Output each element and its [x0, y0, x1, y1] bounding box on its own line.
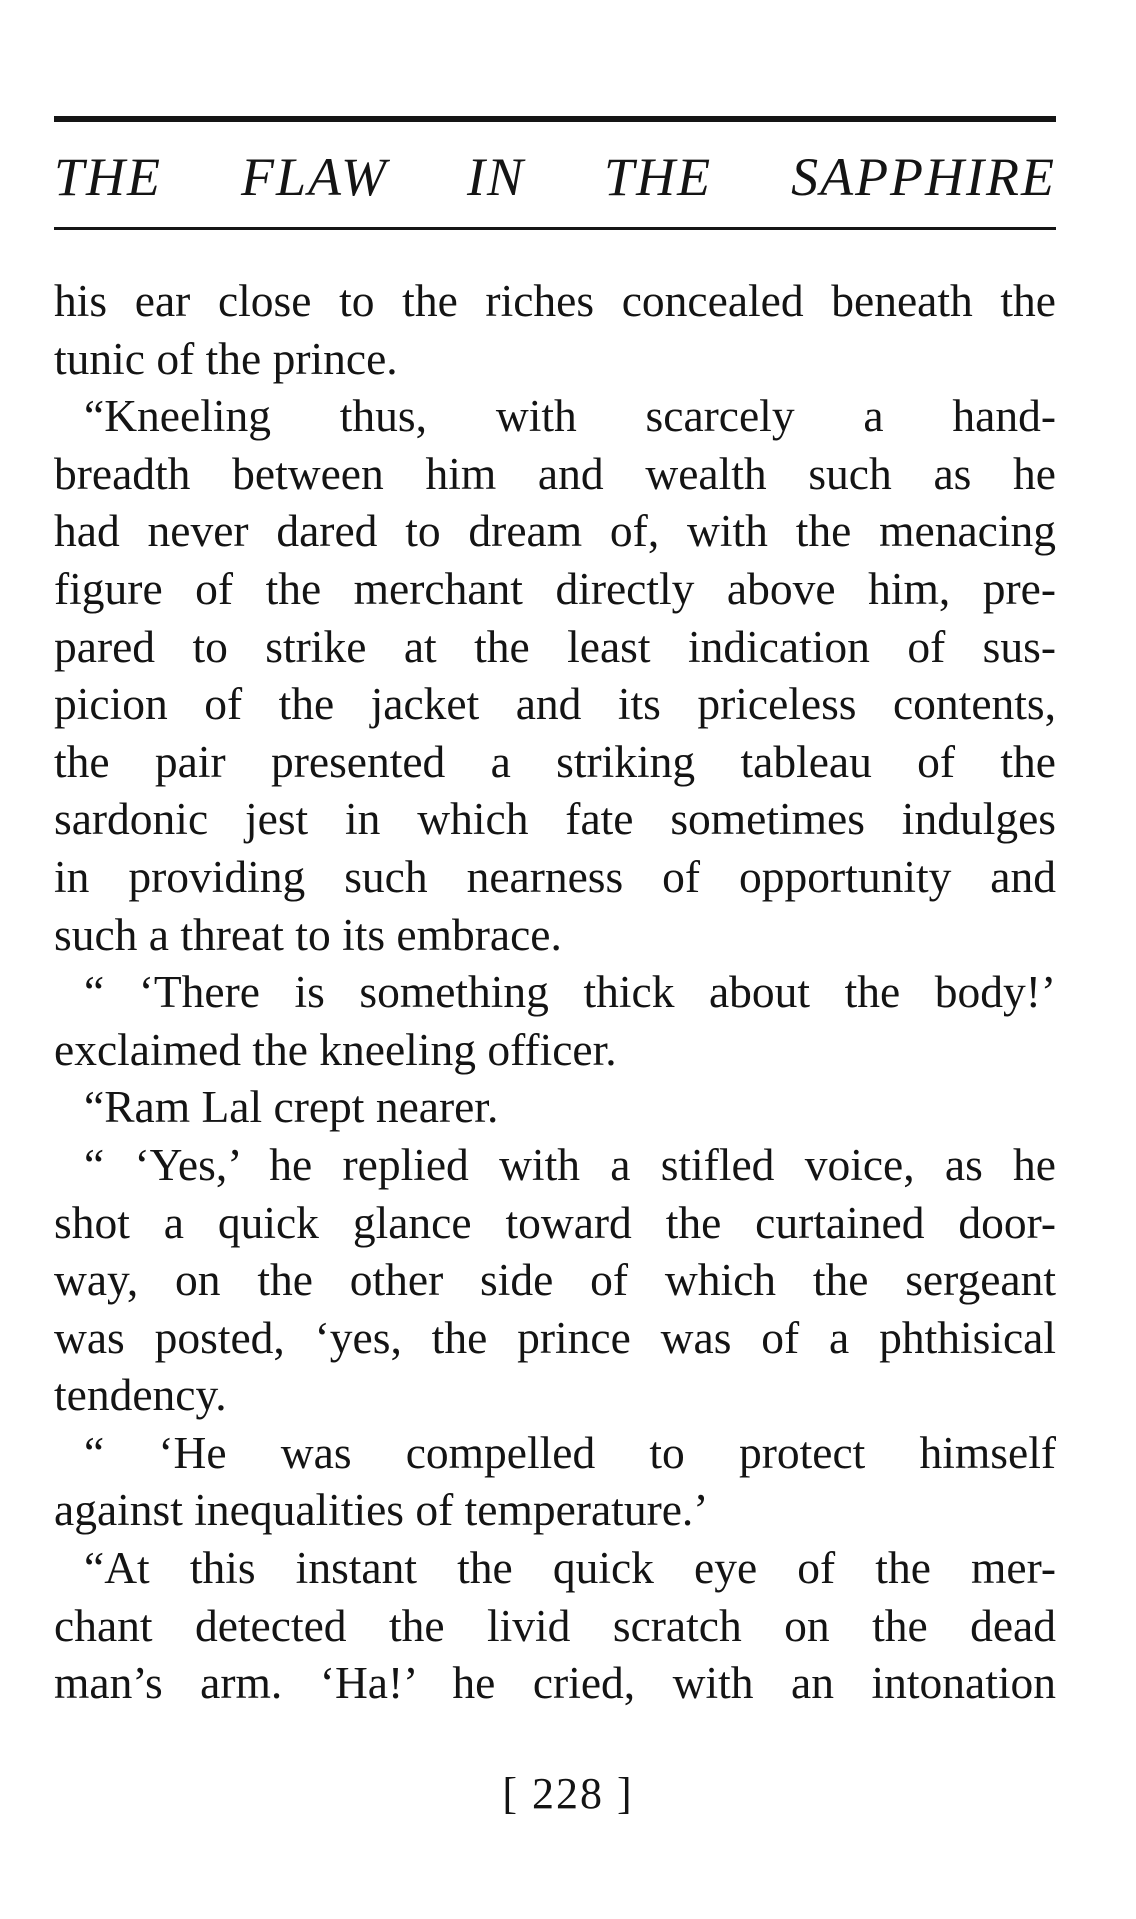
header-rule-bottom	[54, 227, 1056, 230]
page-number: [ 228 ]	[502, 1769, 634, 1818]
text-line: such a threat to its embrace.	[54, 908, 562, 960]
text-line: chant detected the livid scratch on the dead	[54, 1599, 1056, 1651]
running-head	[54, 142, 1056, 212]
text-line: the pair presented a striking tableau of the	[54, 735, 1056, 787]
text-line: “Kneeling thus, with scarcely a hand-	[84, 390, 1056, 442]
text-line: tunic of the prince.	[54, 332, 398, 384]
text-line: exclaimed the kneeling officer.	[54, 1023, 617, 1075]
text-line: way, on the other side of which the sergeant	[54, 1254, 1056, 1306]
text-line: sardonic jest in which fate sometimes indulges	[54, 793, 1056, 845]
text-line: man’s arm. ‘Ha!’ he cried, with an intonation	[54, 1657, 1056, 1709]
running-head-word: FLAW	[241, 147, 389, 207]
running-head-word: THE	[604, 147, 713, 207]
text-line: pared to strike at the least indication of sus-	[54, 620, 1056, 672]
text-line: “ ‘Yes,’ he replied with a stifled voice, as he	[84, 1138, 1056, 1190]
text-line: against inequalities of temperature.’	[54, 1484, 709, 1536]
text-line: “Ram Lal crept nearer.	[84, 1081, 499, 1133]
text-line: breadth between him and wealth such as he	[54, 447, 1056, 499]
running-head-word: THE	[54, 147, 163, 207]
body-text	[54, 272, 1056, 1712]
text-line: his ear close to the riches concealed beneath the	[54, 275, 1056, 326]
text-line: “ ‘He was compelled to protect himself	[84, 1426, 1056, 1478]
text-line: had never dared to dream of, with the menacing	[54, 505, 1056, 557]
text-line: tendency.	[54, 1369, 227, 1421]
text-line: “ ‘There is something thick about the body!’	[84, 966, 1056, 1018]
text-line: picion of the jacket and its priceless contents,	[54, 678, 1056, 730]
text-line: shot a quick glance toward the curtained door-	[54, 1196, 1056, 1248]
text-line: was posted, ‘yes, the prince was of a phthisical	[54, 1311, 1056, 1363]
running-head-word: IN	[467, 147, 526, 207]
header-rule-top	[54, 116, 1056, 122]
text-line: in providing such nearness of opportunity and	[54, 850, 1056, 902]
text-line: figure of the merchant directly above him, pre-	[54, 562, 1056, 614]
text-line: “At this instant the quick eye of the mer-	[84, 1542, 1056, 1594]
running-head-word: SAPPHIRE	[791, 147, 1056, 207]
